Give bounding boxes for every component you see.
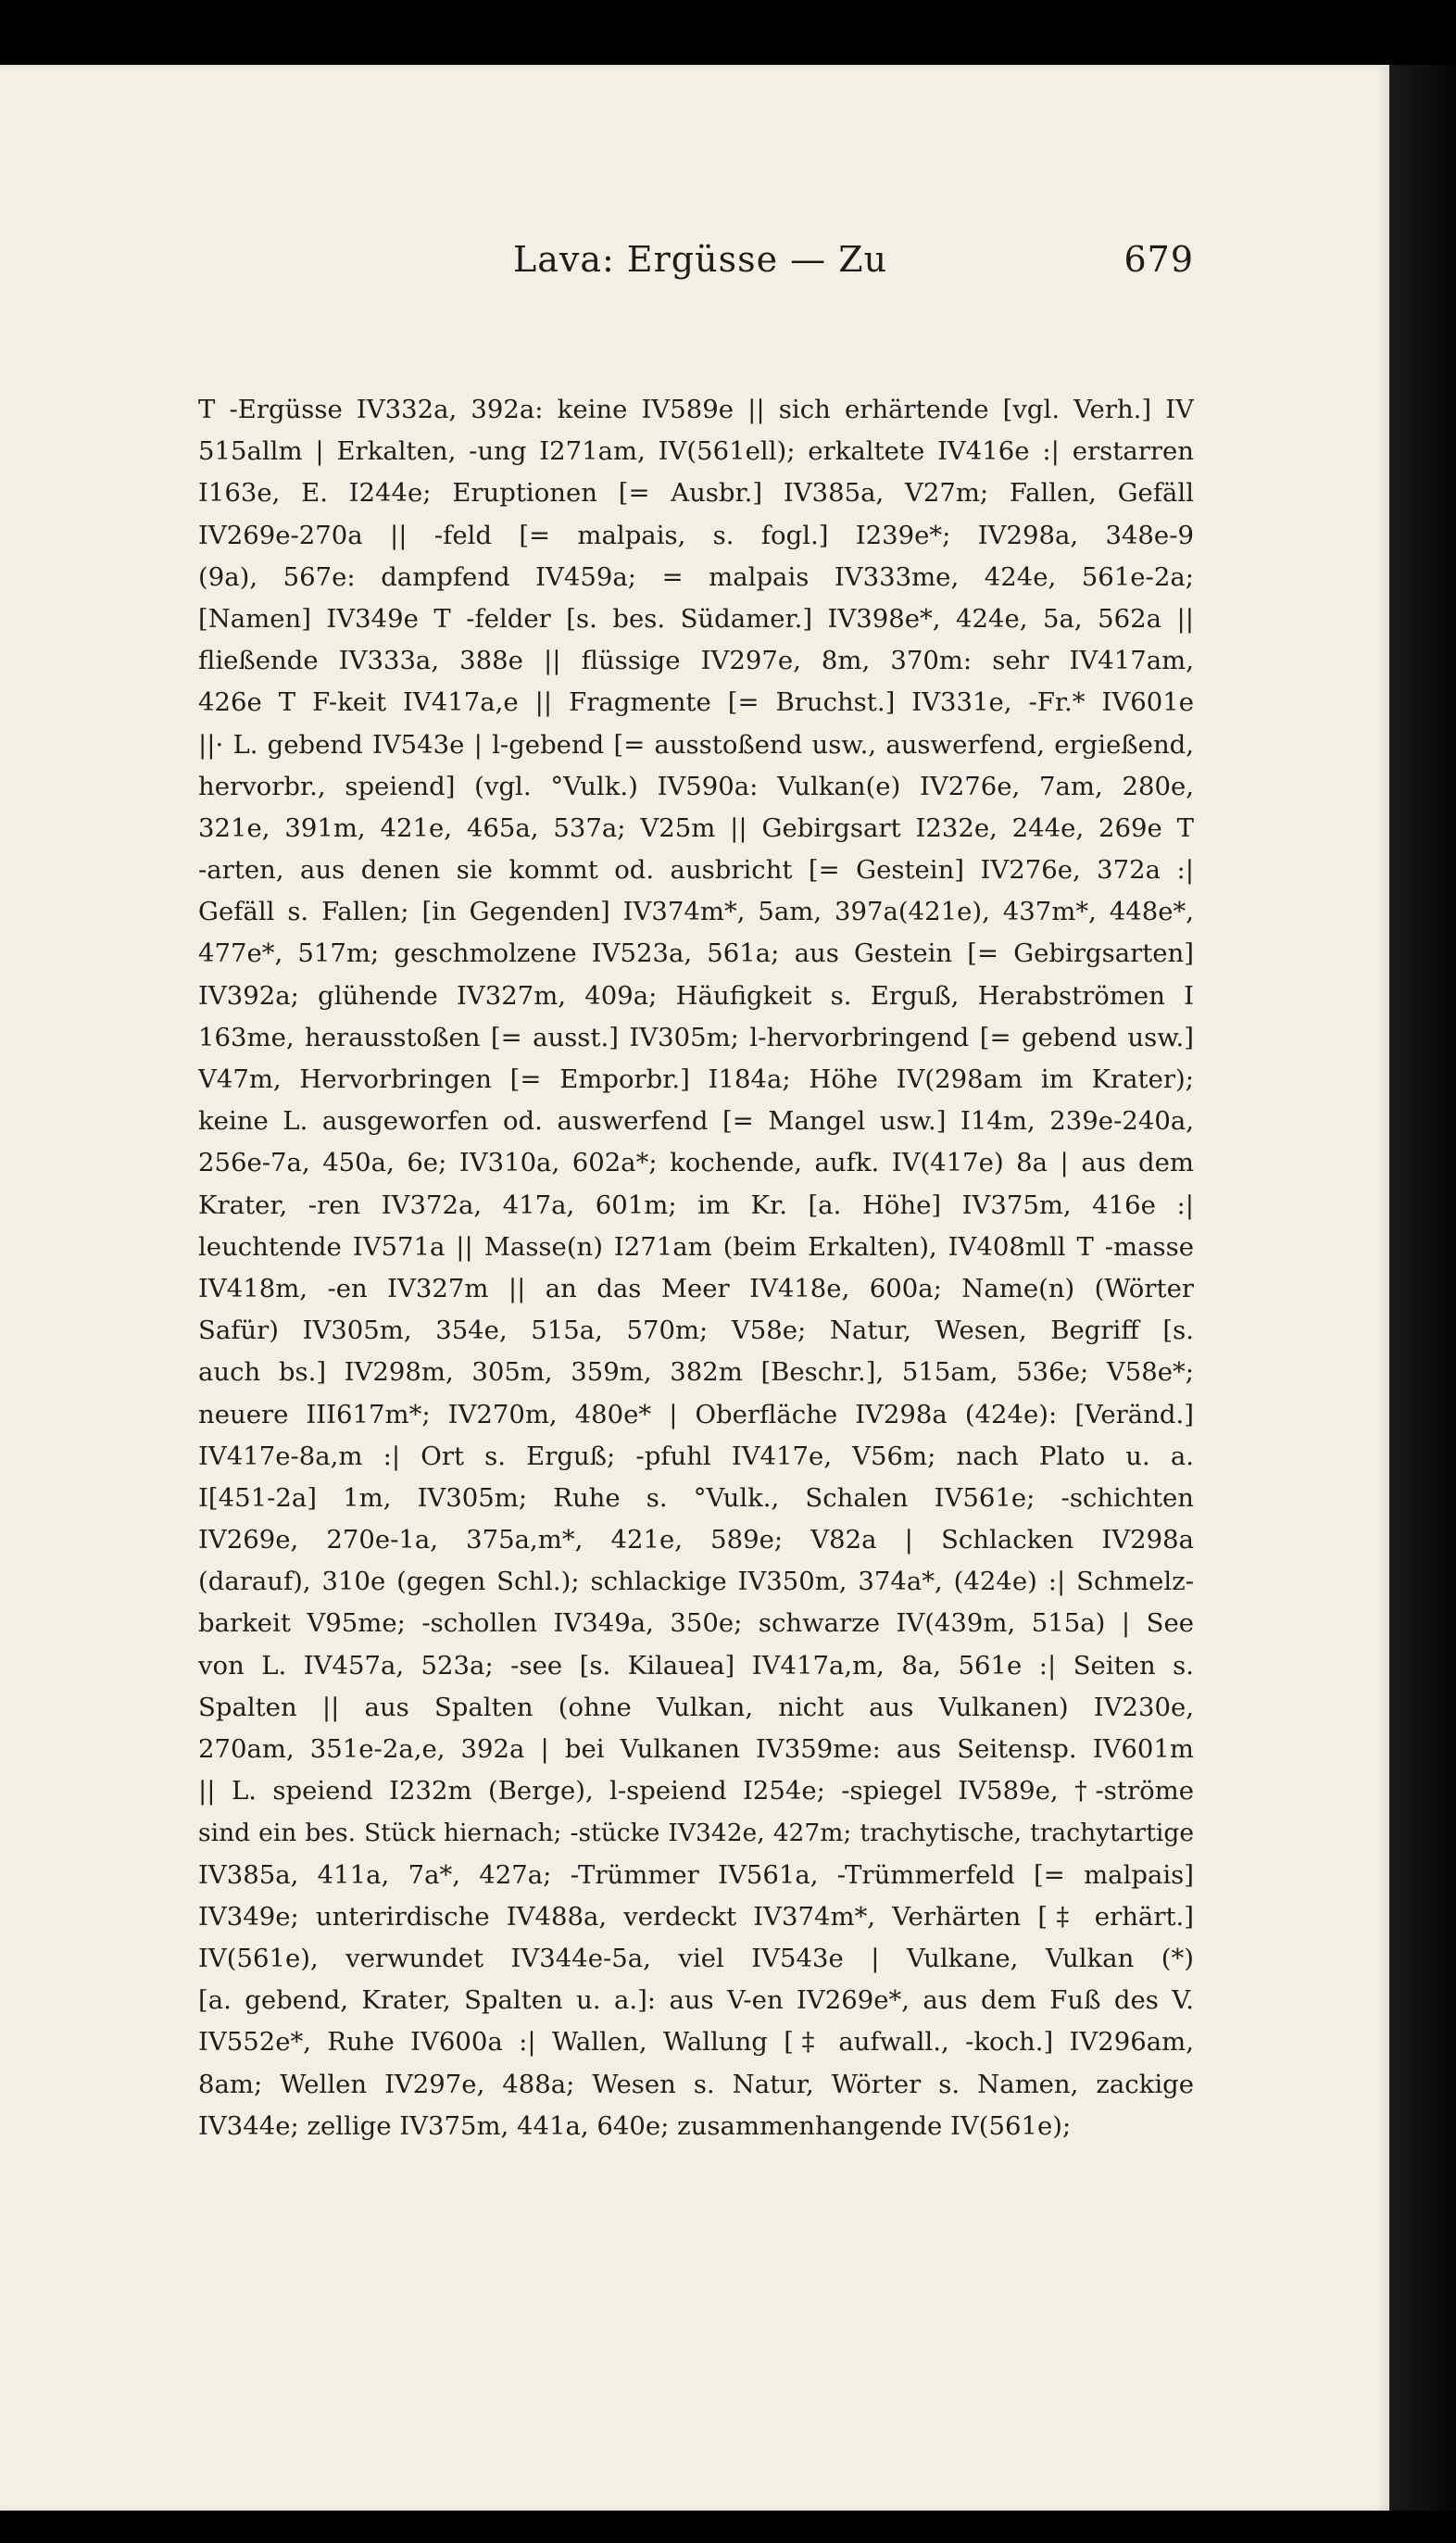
text-line: I163e, E. I244e; Eruptionen [= Ausbr.] IV385a, V27m; Fallen, Gefäll (198, 478, 1194, 509)
text-line: || L. speiend I232m (Berge), l-speiend I254e; -spiegel IV589e, †-ströme (198, 1776, 1194, 1807)
text-line: IV417e-8a,m :| Ort s. Erguß; -pfuhl IV417e, V56m; nach Plato u. a. (198, 1441, 1194, 1471)
text-line: hervorbr., speiend] (vgl. °Vulk.) IV590a: Vulkan(e) IV276e, 7am, 280e, (198, 771, 1194, 801)
text-line: leuchtende IV571a || Masse(n) I271am (beim Erkalten), IV408mll T -masse (198, 1231, 1194, 1262)
text-line: 321e, 391m, 421e, 465a, 537a; V25m || Gebirgsart I232e, 244e, 269e T (198, 812, 1194, 843)
text-line: IV349e; unterirdische IV488a, verdeckt IV374m*, Verhärten [‡ erhärt.] (198, 1901, 1194, 1932)
text-line: (9a), 567e: dampfend IV459a; = malpais IV333me, 424e, 561e-2a; (198, 561, 1194, 592)
text-line: IV269e, 270e-1a, 375a,m*, 421e, 589e; V82a | Schlacken IV298a (198, 1525, 1194, 1555)
text-line: Krater, -ren IV372a, 417a, 601m; im Kr. [a. Höhe] IV375m, 416e :| (198, 1190, 1194, 1220)
text-line: von L. IV457a, 523a; -see [s. Kilauea] IV417a,m, 8a, 561e :| Seiten s. (198, 1650, 1194, 1681)
text-line: IV(561e), verwundet IV344e-5a, viel IV543e | Vulkane, Vulkan (*) (198, 1943, 1194, 1973)
text-line: [a. gebend, Krater, Spalten u. a.]: aus V-en IV269e*, aus dem Fuß des V. (198, 1985, 1194, 2016)
text-line: IV392a; glühende IV327m, 409a; Häufigkeit s. Erguß, Herabströmen I (198, 980, 1194, 1011)
text-line: 8am; Wellen IV297e, 488a; Wesen s. Natur, Wörter s. Namen, zackige (198, 2069, 1194, 2099)
text-line: IV344e; zellige IV375m, 441a, 640e; zusammenhangende IV(561e); (198, 2110, 1072, 2141)
text-line: Spalten || aus Spalten (ohne Vulkan, nicht aus Vulkanen) IV230e, (198, 1692, 1194, 1722)
text-line: 270am, 351e-2a,e, 392a | bei Vulkanen IV359me: aus Seitensp. IV601m (198, 1734, 1194, 1764)
text-line: 515allm | Erkalten, -ung I271am, IV(561ell); erkaltete IV416e :| erstarren (198, 436, 1194, 467)
text-line: IV552e*, Ruhe IV600a :| Wallen, Wallung [‡ aufwall., -koch.] IV296am, (198, 2027, 1194, 2058)
text-line: 426e T F-keit IV417a,e || Fragmente [= Bruchst.] IV331e, -Fr.* IV601e (198, 687, 1194, 718)
text-line: 477e*, 517m; geschmolzene IV523a, 561a; aus Gestein [= Gebirgsarten] (198, 938, 1194, 969)
text-line: keine L. ausgeworfen od. auswerfend [= Mangel usw.] I14m, 239e-240a, (198, 1106, 1194, 1137)
text-line: -arten, aus denen sie kommt od. ausbricht [= Gestein] IV276e, 372a :| (198, 855, 1194, 886)
text-line: (darauf), 310e (gegen Schl.); schlackige IV350m, 374a*, (424e) :| Schmelz- (198, 1567, 1194, 1597)
text-line: Gefäll s. Fallen; [in Gegenden] IV374m*, 5am, 397a(421e), 437m*, 448e*, (198, 897, 1194, 927)
text-line: [Namen] IV349e T -felder [s. bes. Südamer.] IV398e*, 424e, 5a, 562a || (198, 603, 1194, 634)
text-line: ||· L. gebend IV543e | l-gebend [= ausstoßend usw., auswerfend, ergießend, (198, 729, 1194, 760)
text-line: neuere III617m*; IV270m, 480e* | Oberfläche IV298a (424e): [Veränd.] (198, 1399, 1194, 1429)
text-line: sind ein bes. Stück hiernach; -stücke IV342e, 427m; trachytische, trachytartige (198, 1819, 1194, 1848)
text-line: barkeit V95me; -schollen IV349a, 350e; schwarze IV(439m, 515a) | See (198, 1608, 1194, 1639)
text-line: T -Ergüsse IV332a, 392a: keine IV589e || sich erhärtende [vgl. Verh.] IV (198, 395, 1194, 424)
text-line: fließende IV333a, 388e || flüssige IV297e, 8m, 370m: sehr IV417am, (198, 646, 1194, 676)
text-line: 256e-7a, 450a, 6e; IV310a, 602a*; kochende, aufk. IV(417e) 8a | aus dem (198, 1148, 1194, 1178)
text-line: auch bs.] IV298m, 305m, 359m, 382m [Beschr.], 515am, 536e; V58e*; (198, 1357, 1194, 1388)
book-spine-edge (1389, 65, 1456, 2511)
text-line: 163me, herausstoßen [= ausst.] IV305m; l-hervorbringend [= gebend usw.] (198, 1022, 1194, 1052)
text-line: Safür) IV305m, 354e, 515a, 570m; V58e; Natur, Wesen, Begriff [s. (198, 1316, 1194, 1346)
index-entry-text (198, 389, 1194, 2147)
text-line: IV269e-270a || -feld [= malpais, s. fogl.] I239e*; IV298a, 348e-9 (198, 520, 1194, 550)
text-line: I[451-2a] 1m, IV305m; Ruhe s. °Vulk., Schalen IV561e; -schichten (198, 1482, 1194, 1513)
page-header (198, 239, 1194, 304)
text-line: IV418m, -en IV327m || an das Meer IV418e, 600a; Name(n) (Wörter (198, 1273, 1194, 1303)
text-line: IV385a, 411a, 7a*, 427a; -Trümmer IV561a, -Trümmerfeld [= malpais] (198, 1859, 1194, 1890)
running-title: Lava: Ergüsse — Zu (513, 239, 888, 280)
page-number: 679 (1123, 239, 1194, 280)
text-line: V47m, Hervorbringen [= Emporbr.] I184a; Höhe IV(298am im Krater); (198, 1064, 1194, 1094)
